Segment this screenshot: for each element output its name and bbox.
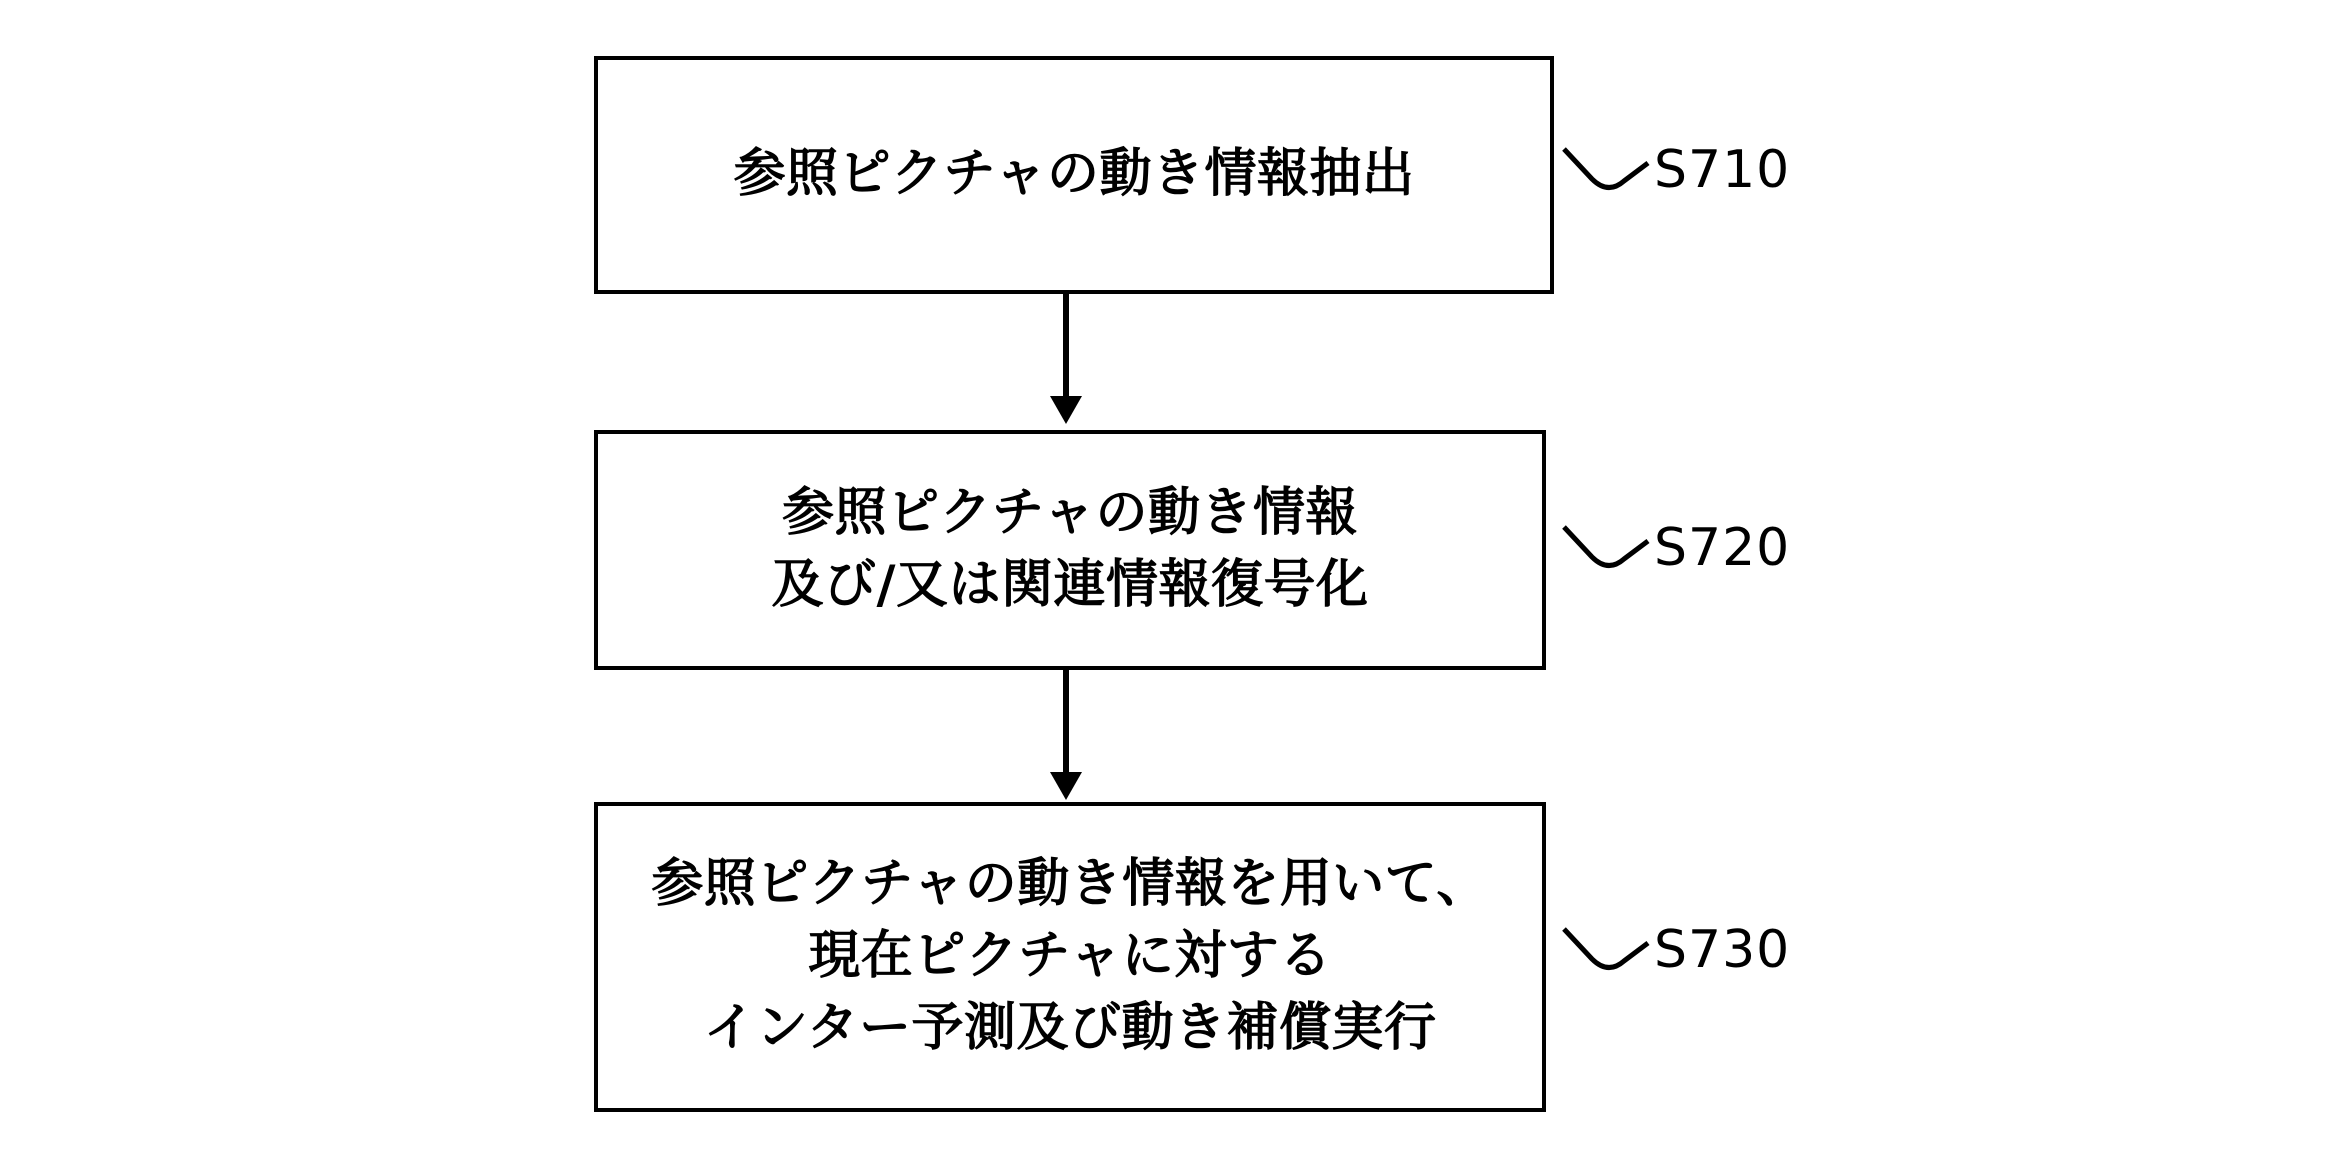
flowchart-node-s710-label: 参照ピクチャの動き情報抽出 — [733, 144, 1415, 205]
step-callout-s720-label: S720 — [1654, 518, 1791, 578]
connector-s720-to-s730 — [1063, 670, 1069, 778]
step-callout-s710 — [1562, 140, 1790, 200]
callout-leader-line-icon — [1562, 145, 1650, 195]
callout-leader-line-icon — [1562, 925, 1650, 975]
flowchart-node-s720 — [594, 430, 1546, 670]
flowchart-node-s720-label: 参照ピクチャの動き情報 及び/又は関連情報復号化 — [771, 483, 1369, 615]
connector-s710-to-s720 — [1063, 294, 1069, 402]
flowchart-node-s730 — [594, 802, 1546, 1112]
step-callout-s730-label: S730 — [1654, 920, 1791, 980]
step-callout-s730 — [1562, 920, 1790, 980]
flowchart-node-s730-label: 参照ピクチャの動き情報を用いて、 現在ピクチャに対する インター予測及び動き補償実行 — [651, 854, 1489, 1058]
arrowhead-s720-to-s730-icon — [1050, 772, 1082, 800]
callout-leader-line-icon — [1562, 523, 1650, 573]
step-callout-s710-label: S710 — [1654, 140, 1791, 200]
arrowhead-s710-to-s720-icon — [1050, 396, 1082, 424]
flowchart-node-s710 — [594, 56, 1554, 294]
step-callout-s720 — [1562, 518, 1790, 578]
